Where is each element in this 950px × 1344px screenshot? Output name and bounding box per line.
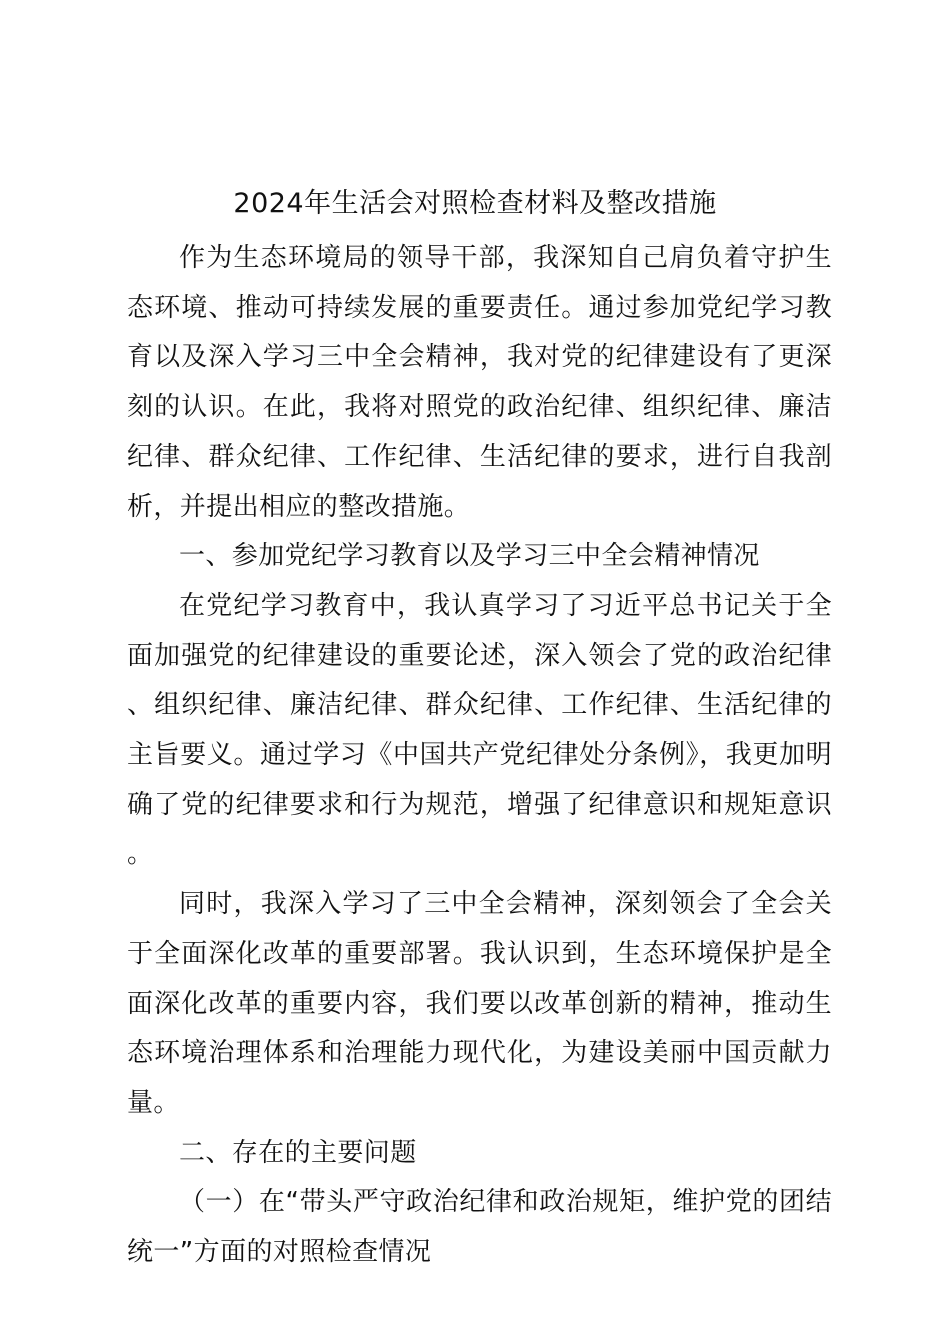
section1-paragraph-2: 同时，我深入学习了三中全会精神，深刻领会了全会关于全面深化改革的重要部署。我认识到，生态环境保护是全面深化改革的重要内容，我们要以改革创新的精神，推动生态环境治理体系和治理能力现代化，为建设美丽中国贡献力量。	[127, 889, 832, 1118]
subsection-heading-1: （一）在“带头严守政治纪律和政治规矩，维护党的团结统一”方面的对照检查情况	[127, 1187, 832, 1268]
intro-paragraph: 作为生态环境局的领导干部，我深知自己肩负着守护生态环境、推动可持续发展的重要责任。通过参加党纪学习教育以及深入学习三中全会精神，我对党的纪律建设有了更深刻的认识。在此，我将对照党的政治纪律、组织纪律、廉洁纪律、群众纪律、工作纪律、生活纪律的要求，进行自我剖析，并提出相应的整改措施。	[127, 243, 832, 522]
section-heading-1: 一、参加党纪学习教育以及学习三中全会精神情况	[179, 541, 760, 572]
document-body	[127, 234, 832, 1278]
document-title: 2024年生活会对照检查材料及整改措施	[233, 188, 717, 219]
section-heading-2: 二、存在的主要问题	[179, 1137, 417, 1168]
section1-paragraph-1: 在党纪学习教育中，我认真学习了习近平总书记关于全面加强党的纪律建设的重要论述，深入领会了党的政治纪律、组织纪律、廉洁纪律、群众纪律、工作纪律、生活纪律的主旨要义。通过学习《中国共产党纪律处分条例》，我更加明确了党的纪律要求和行为规范，增强了纪律意识和规矩意识。	[127, 590, 832, 870]
